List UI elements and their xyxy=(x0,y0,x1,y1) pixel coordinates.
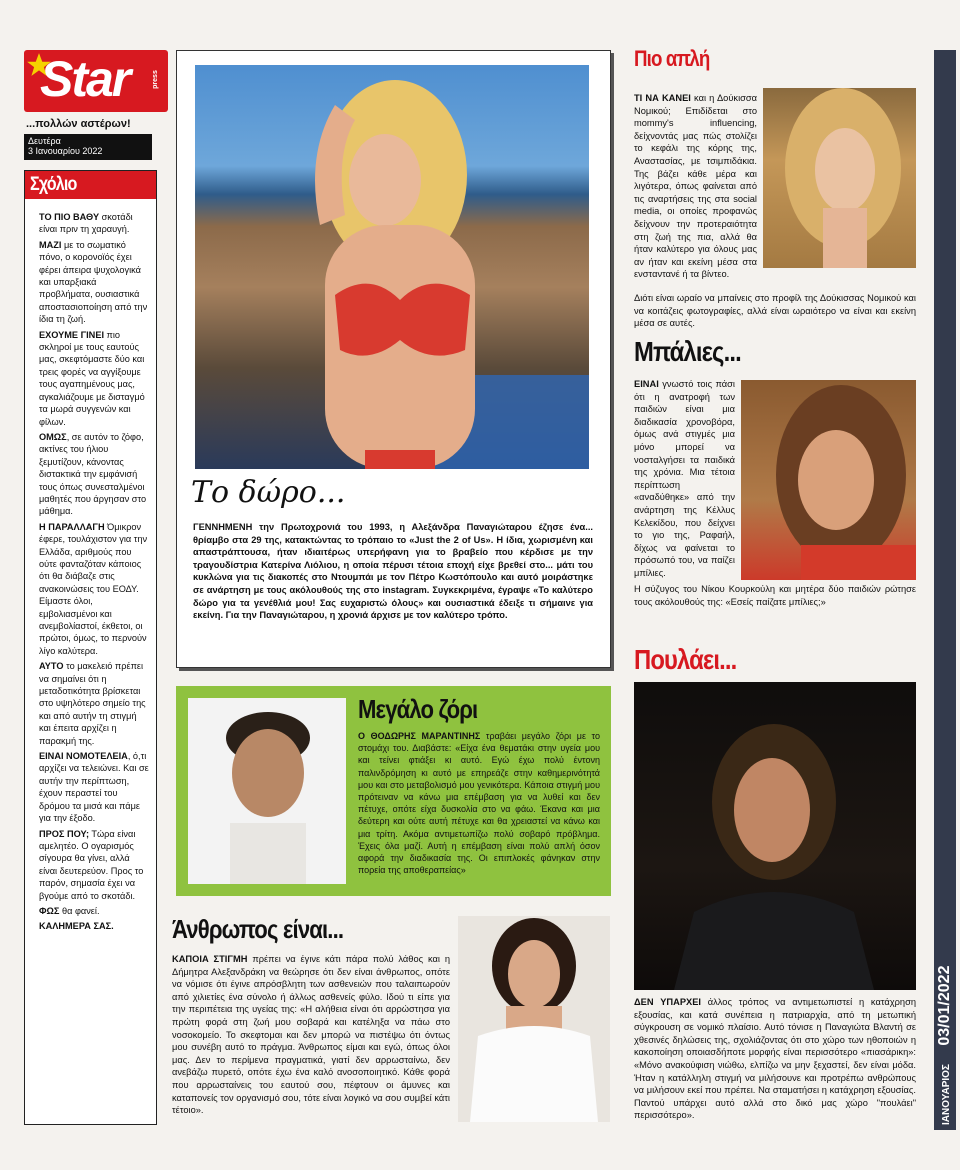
comment-paragraph-lead: ΜΑΖΙ xyxy=(39,239,62,250)
mpalies-photo xyxy=(741,380,916,580)
date-day: Δευτέρα xyxy=(28,136,61,146)
comment-paragraph-text: , σε αυτόν το ζόφο, ακτίνες του ήλιου ξεμυτίζουν, κάνοντας διστακτικά την εμφάνισή τους όπως συνεσταλμένοι μαθητές που άργησαν στο μάθημα. xyxy=(39,431,147,517)
logo-small-text: press xyxy=(152,70,160,89)
comment-title: Σχόλιο xyxy=(30,174,77,195)
doro-lead: ΓΕΝΝΗΜΕΝΗ xyxy=(193,522,253,532)
comment-paragraph-lead: ΠΡΟΣ ΠΟΥ; xyxy=(39,828,90,839)
comment-paragraph-lead: ΕΙΝΑΙ ΝΟΜΟΤΕΛΕΙΑ xyxy=(39,751,128,762)
comment-paragraph-text: Όμικρον έφερε, τουλάχιστον για την Ελλάδα, αριθμούς που ούτε φανταζόταν κάποιος ότι θα διάβαζε στις ανακοινώσεις του ΕΟΔΥ. Είμαστε όλοι, εμβολιασμένοι και ανεμβολίαστοί, έκθετοι, οι πρώτοι, όμως, το περνούν λίγο καλύτερα. xyxy=(39,521,148,656)
logo-text: Star xyxy=(40,51,130,107)
comment-title-bar xyxy=(25,171,156,199)
megalo-zori-text: Ο ΘΟΔΩΡΗΣ ΜΑΡΑΝΤΙΝΗΣ τραβάει μεγάλο ζόρι με το στομάχι του. Διαβάστε: «Είχα ένα θεματάκι στην υγεία μου και τείνει φτιάξει κι αυτό. Εγώ έχω πολύ έντονη παλινδρόμηση κι αυτό με επηρεάζε στην καθημερινότητά μου και στο μεταβολισμό μου γενικότερα. Κάποια στιγμή μου πρότειναν να κάνω μια επέμβαση για να λυθεί και δεν πέτυχε, οπότε είχα δυσκολία στο να φάω. Έκανα και μια δεύτερη και ούτε αυτή πέτυχε και θα χρειαστεί να κάνω και μια τρίτη. Ακόμα αντιμετωπίζω πολύ σοβαρό πρόβλημα. Έχεις όλα μαζί. Αυτή η επέμβαση είναι πολύ απλή όσον αφορά την διαδικασία της. Οι επιπλοκές φάνηκαν στην πορεία της αποθεραπείας» xyxy=(358,731,600,876)
anthropos-title: Άνθρωπος είναι... xyxy=(172,914,344,944)
comment-body xyxy=(25,199,156,933)
comment-paragraph-lead: ΚΑΛΗΜΕΡΑ ΣΑΣ. xyxy=(39,921,114,932)
comment-paragraph xyxy=(39,750,150,824)
comment-paragraph-text: θα φανεί. xyxy=(59,905,100,916)
comment-paragraph xyxy=(39,211,150,236)
comment-paragraph-lead: ΤΟ ΠΙΟ ΒΑΘΥ xyxy=(39,212,100,222)
comment-paragraph xyxy=(39,905,150,917)
comment-column xyxy=(24,170,157,1125)
comment-paragraph xyxy=(39,521,150,657)
comment-paragraph-text: πιο σκληροί με τους εαυτούς μας, σκεφτόμαστε δύο και τρεις φορές να αγγίξουμε τους αγαπημένους μας, αγκαλιάζουμε με δισταγμό τα μωρά συγγενών και φίλων. xyxy=(39,329,145,427)
megalo-zori-photo xyxy=(188,698,346,884)
comment-paragraph-text: με το σωματικό πόνο, ο κορονοϊός έχει φέρει άπειρα ψυχολογικά και υπαρξιακά προβλήματα, ουσιαστικά αποστασιοποίηση από την ίδια τη ζωή. xyxy=(39,239,148,325)
comment-paragraph-lead: ΦΩΣ xyxy=(39,905,60,916)
poulaei-title: Πουλάει... xyxy=(634,644,737,675)
pio-apli-text-wide: Διότι είναι ωραίο να μπαίνεις στο προφίλ της Δούκισσας Νομικού και να κοιτάζεις φωτογραφίες, αλλά είναι ωραιότερο να είναι και εκείνη μέσα σε αυτές. xyxy=(634,293,916,329)
comment-paragraph-lead: ΕΧΟΥΜΕ ΓΙΝΕΙ xyxy=(39,329,104,340)
doro-text: ΓΕΝΝΗΜΕΝΗ την Πρωτοχρονιά του 1993, η Αλεξάνδρα Παναγιώταρου έζησε ένα... θρίαμβο στα 29 της, κατακτώντας το τρόπαιο το «Just the 2 of Us». Η ίδια, χωρισμένη και απαστράπτουσα, ήταν ιδιαιτέρως υπερήφανη για το βραβείο που κέρδισε με την τραγουδίστρια Κατερίνα Λιόλιου, η οποία πέρυσι τέτοια εποχή είχε βρεθεί στο... μάτι του κυκλώνα για τις διακοπές στο Ντουμπάι με τον Πέτρο Κωστόπουλο και αυτό μοιράστηκε σε ανάρτηση με τους ακόλουθούς της στο instagram. Συγκεκριμένα, έγραψε «Το καλύτερο δώρο για τα γενέθλιά μου! Σας ευχαριστώ όλους» και ουσιαστικά έδειξε τι σήμαινε για εκείνη. Για την Παναγιώταρου, η χρονιά άρχισε με τον καλύτερο τρόπο. xyxy=(193,522,593,621)
comment-paragraph-lead: ΟΜΩΣ xyxy=(39,431,67,442)
side-strip-month: ΙΑΝΟΥΑΡΙΟΣ xyxy=(941,1064,952,1125)
comment-paragraph-text: σκοτάδι είναι πριν τη χαραυγή. xyxy=(39,212,133,235)
comment-paragraph xyxy=(39,431,150,518)
comment-paragraph xyxy=(39,239,150,326)
comment-paragraph-text: το μακελειό πρέπει να σημαίνει ότι η μεταδοτικότητα βρίσκεται στο υψηλότερο σημείο της και από αυτήν τη στιγμή και έπειτα αρχίζει η παρακμή της. xyxy=(39,661,146,746)
side-strip-full-date: 03/01/2022 xyxy=(936,965,953,1046)
poulaei-photo xyxy=(634,682,916,990)
comment-paragraph-text: Τώρα είναι αμελητέο. Ο ογαρισμός σίγουρα θα γίνει, αλλά είναι δευτερεύον. Προς το παρόν, σημασία έχει να βγούμε από το σκοτάδι. xyxy=(39,828,144,901)
mpalies-text-wide: Η σύζυγος του Νίκου Κουρκούλη και μητέρα δύο παιδιών ρώτησε τους ακόλουθούς της: «Εσείς παίζατε μπίλιες;» xyxy=(634,584,916,607)
comment-paragraph xyxy=(39,828,150,902)
pio-apli-photo xyxy=(763,88,916,268)
megalo-zori-article xyxy=(176,686,611,896)
tagline: ...πολλών αστέρων! xyxy=(26,118,131,130)
comment-paragraph xyxy=(39,329,150,428)
comment-paragraph-text: , ό,τι αρχίζει να τελειώνει. Και σε αυτήν την περίπτωση, έχουν περαστεί του δρόμου τα μισά και πάμε για την έξοδο. xyxy=(39,751,149,824)
comment-paragraph-lead: ΑΥΤΟ xyxy=(39,661,64,672)
masthead xyxy=(24,50,168,160)
date-full: 3 Ιανουαρίου 2022 xyxy=(28,146,103,156)
side-strip-date xyxy=(936,966,954,1125)
mpalies-title: Μπάλιες... xyxy=(634,336,741,367)
comment-paragraph xyxy=(39,660,150,747)
pio-apli-title: Πιο απλή xyxy=(634,46,710,71)
doro-photo-figure xyxy=(195,65,589,469)
date-box xyxy=(24,134,152,160)
doro-article xyxy=(176,50,611,668)
mpalies-text-narrow: ΕΙΝΑΙ γνωστό τοις πάσι ότι η ανατροφή των παιδιών είναι μια διαδικασία χρονοβόρα, όμως ανά στιγμές μια μόνο μπορεί να νοσταλγήσει τα παιδικά της χρόνια. Μια τέτοια περίπτωση «αναδύθηκε» από την ανάρτηση της Κέλλυς Κελεκίδου, που δείχνει το γιο της, Ραφαήλ, δίχως να φαίνεται το πρόσωπό του, να παίζει μπίλιες. xyxy=(634,379,735,578)
anthropos-photo xyxy=(458,916,610,1122)
comment-paragraph-lead: Η ΠΑΡΑΛΛΑΓΗ xyxy=(39,521,105,532)
megalo-zori-title: Μεγάλο ζόρι xyxy=(358,694,478,724)
anthropos-text: ΚΑΠΟΙΑ ΣΤΙΓΜΗ πρέπει να έγινε κάτι πάρα πολύ λάθος και η Δήμητρα Αλεξανδράκη να θεώρησε ότι δεν είναι άνθρωπος, οπότε να νόμισε ότι έγινε απρόσβλητη των ασθενειών που ταλαιπωρούν από χιλιετίες ένα σύνολο ή άλλως ασθενείς φύλο. Ιδού τι είπε για την περιπέτεια της υγείας της: «Η αλήθεια είναι ότι αρρώστησα για πρώτη φορά στη ζωή μου σοβαρά και κατέληξα να πάω στο νοσοκομείο. Το σκεφτομαι και δεν μπορώ να πιστέψω ότι όντως μου συνέβη αυτό το πράγμα. Άνθρωπος είμαι και εγώ, όπως όλοι μας. Δεν το περίμενα πραγματικά, γιατί δεν αρρωσταίνω, δεν ανεβάζω πυρετό, οπότε έχω ένα καλό ανοσοποιητικό. Κάθε φορά που αρρωσταίνεις του εαυτού σου, πέφτουν οι άμυνες και καταπονείς τον οργανισμό σου, τότε είναι λογικό να σου συμβεί κάτι τέτοιο». xyxy=(172,954,451,1116)
doro-photo xyxy=(195,65,589,469)
pio-apli-text-narrow: ΤΙ ΝΑ ΚΑΝΕΙ και η Δούκισσα Νομικού; Επιδίδεται στο mommy's influencing, δείχνοντάς μας πώς στολίζει το κεφάλι της κόρης της, Αναστασίας, με τσιμπιδάκια. Της βάζει κάθε μέρα και λιγότερα, όπως φαίνεται από τις αναρτήσεις της στα social media, οι οποίες προφανώς δείχνουν την προτεραιότητα στη ζωή της πια, αλλά θα ήταν καλύτερο για όλους μας αν ήταν και εκείνη μέσα στα ενσταντανέ ή τα βίντεο. xyxy=(634,93,757,280)
comment-paragraph xyxy=(39,920,150,932)
doro-title: Το δώρο... xyxy=(191,475,346,510)
poulaei-text: ΔΕΝ ΥΠΑΡΧΕΙ άλλος τρόπος να αντιμετωπιστεί η κατάχρηση εξουσίας, και κατά συνέπεια η πατριαρχία, από τη μετωπική σύγκρουση σε νομικό πλαίσιο. Αυτό τόνισε η Παναγιώτα Βλαντή σε χθεσινές δηλώσεις της, σχολιάζοντας ότι στο χώρο των ηθοποιών η κακοποίηση οποιασδήποτε μορφής είναι περισσότερο «πιασάρικη»: «Μόνο ανακούφιση νιώθω, ελπίζω να μην ξεχαστεί, δεν είναι μόδα. Ήταν η κατάλληλη στιγμή να μιλήσουνε και προτρέπω ανθρώπους να μιλήσουν εκεί που πρέπει. Να σταματήσει η κατάχρηση εξουσίας. Παντού υπάρχει αυτό αλλά στο δικό μας χώρο "πουλάει" περισσότερο». xyxy=(634,997,917,1121)
star-logo xyxy=(24,50,168,112)
